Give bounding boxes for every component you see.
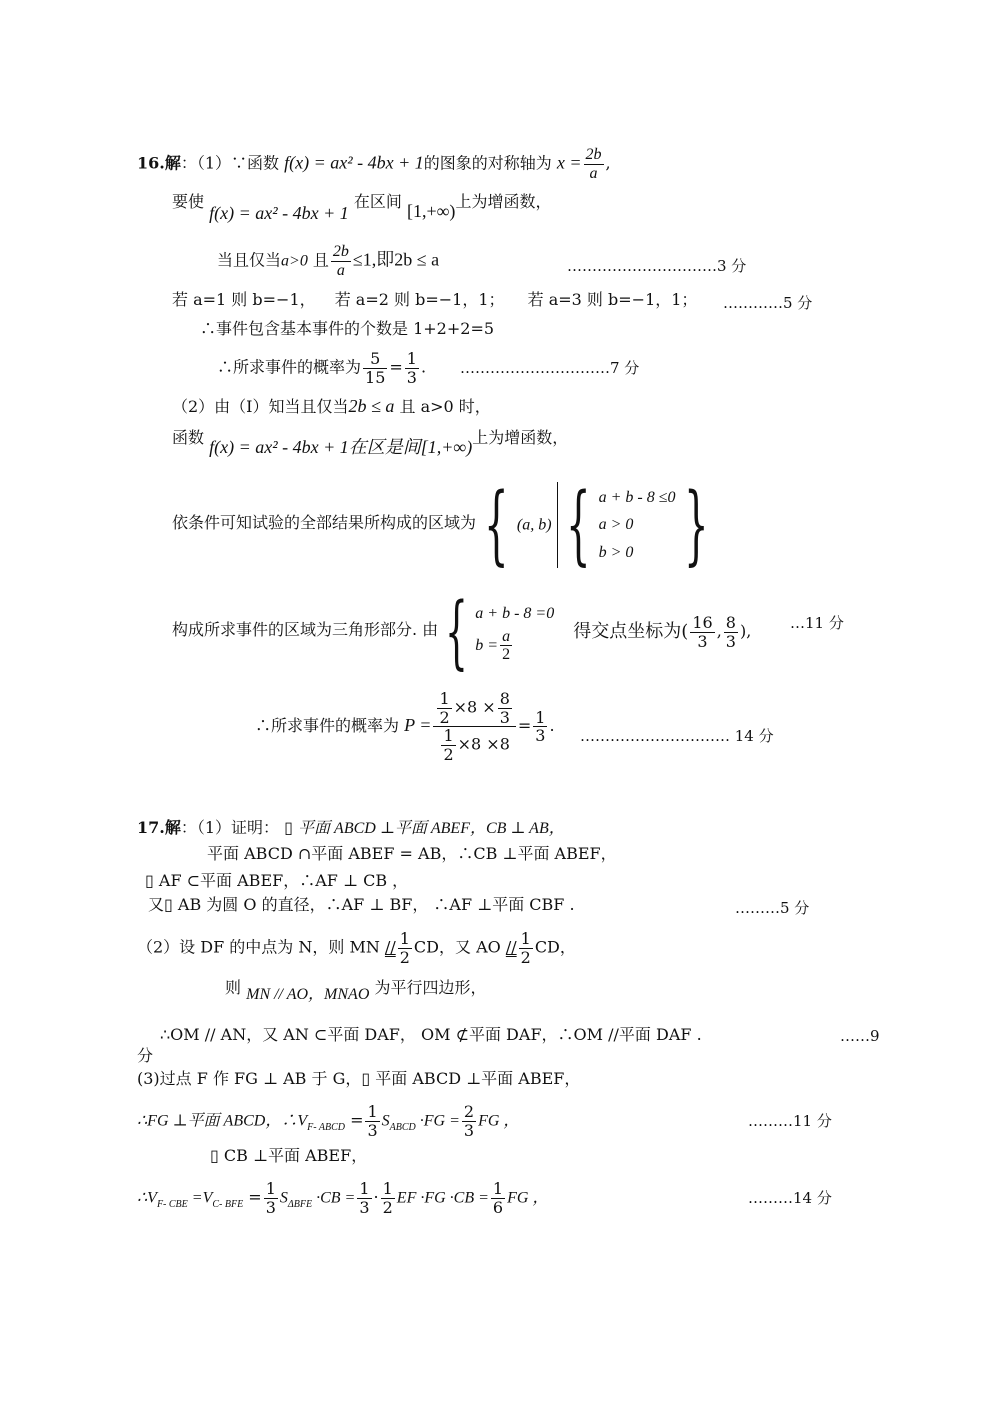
p16-line-1: 16.解：（1）∵函数 f(x) = ax² - 4bx + 1的图象的对称轴为 x = $\frac{2b}{a}$ , (137, 146, 611, 182)
score-5: …………5 分 (723, 294, 813, 312)
condition-system: a + b - 8 ≤0 a > 0 b > 0 (598, 489, 676, 561)
p16-line-5: ∴事件包含基本事件的个数是 1+2+2=5 (200, 319, 495, 338)
p16-line-2 (172, 192, 552, 223)
score-11: …11 分 (790, 614, 844, 632)
formula: f(x) = ax² - 4bx + 1在区是间[1,+∞) (209, 437, 473, 457)
right-brace: } (683, 475, 709, 575)
fraction: $\frac{5}{15}$ (365, 349, 386, 387)
text: 在区间 (353, 192, 402, 211)
score-9: ……9 (840, 1027, 880, 1045)
score-7: …………………………7 分 (460, 359, 640, 377)
formula: f(x) = ax² - 4bx + 1 (209, 203, 349, 223)
p17-line-5: （2）设 DF 的中点为 N，则 MN // $\frac{1}{2}$ CD，又 AO // $\frac{1}{2}$ CD， (137, 929, 576, 967)
text: 上为增函数， (455, 192, 552, 211)
p16-line-9: 依条件可知试验的全部结果所构成的区域为 { (a, b) { a + b - 8 ≤0 a > 0 b > 0 } (172, 475, 709, 575)
p16-line-8: 函数 f(x) = ax² - 4bx + 1在区是间[1,+∞)上为增函数， (172, 428, 569, 457)
p17-line-11: $\therefore V_{F- CBE} =V_{C- BFE}$ = $\frac{1}{3}$ $S_{\Delta BFE} \cdot CB$ = $\frac{1}{3}$ · $\frac{1}{2}$ EF ·FG ·CB = $\frac{1}{6}$ FG ， (137, 1179, 549, 1217)
formula: x = (556, 152, 582, 173)
p17-line-10: ▯ CB ⊥平面 ABEF， (210, 1146, 368, 1165)
solution-label: 解 (164, 153, 181, 173)
p17-line-4: 又▯ AB 为圆 O 的直径，∴AF ⊥ BF， ∴AF ⊥平面 CBF . (148, 895, 575, 914)
divider-bar (557, 482, 558, 568)
missing-glyph-icon: ▯ (284, 818, 293, 837)
text: 要使 (172, 192, 205, 211)
fraction: $\frac{2b}{a}$ (585, 146, 602, 182)
formula: f(x) = ax² - 4bx + 1 (284, 152, 424, 173)
p17-line-2: 平面 ABCD ∩平面 ABEF = AB，∴CB ⊥平面 ABEF， (207, 844, 617, 863)
solution-label: 解 (164, 818, 181, 837)
p17-line-3: ▯ AF ⊂平面 ABEF，∴AF ⊥ CB ， (145, 871, 409, 890)
score-14: ………………………… 14 分 (580, 727, 774, 745)
score-9-wrap: 分 (137, 1046, 154, 1065)
left-brace: { (484, 475, 509, 575)
p16-line-10: 构成所求事件的区域为三角形部分. 由 { a + b - 8 =0 b = $\frac{a}{2}$ 得交点坐标为( $\frac{16}{3}$ , $\frac{8}{3}$ ), (172, 585, 752, 678)
p16-line-3: 当且仅当a>0 且 $\frac{2b}{a}$ ≤1,即2b ≤ a (217, 243, 440, 279)
fraction: $\frac{1}{3}$ (406, 349, 417, 387)
text: 的图象的对称轴为 (423, 153, 552, 173)
p17-line-9: ∴FG ⊥平面 ABCD，$\therefore V_{F- ABCD}$ = $\frac{1}{3}$ $S_{ABCD} \cdot FG$ = $\frac{2}{3}$ FG ， (137, 1102, 520, 1140)
fraction: $\frac{8}{3}$ (725, 612, 736, 651)
equation-system: a + b - 8 =0 b = $\frac{a}{2}$ (475, 605, 555, 664)
score-5: ………5 分 (735, 899, 810, 917)
p17-line-8: (3)过点 F 作 FG ⊥ AB 于 G，▯ 平面 ABCD ⊥平面 ABEF， (137, 1069, 581, 1088)
p16-line-6: ∴所求事件的概率为 $\frac{5}{15}$ = $\frac{1}{3}$ . (217, 349, 427, 387)
problem-number: 16. (137, 153, 165, 173)
interval: [1,+∞) (406, 201, 456, 221)
fraction: $\frac{1}{3}$ (535, 707, 546, 746)
p16-line-4: 若 a=1 则 b=−1， 若 a=2 则 b=−1，1； 若 a=3 则 b=−1，1； (172, 290, 698, 309)
p16-line-11: ∴所求事件的概率为 P = $\frac{1}{2}$ ×8 × $\frac{8}{3}$ $\frac{1}{2}$ ×8 ×8 = $\frac{1}{3}$ . (255, 689, 555, 764)
score-14: ………14 分 (748, 1189, 832, 1207)
text: 当且仅当 (217, 250, 282, 270)
p17-line-1: 17.解：（1）证明： ▯ 平面 ABCD ⊥平面 ABEF，CB ⊥ AB， (137, 818, 565, 837)
score-11: ………11 分 (748, 1112, 832, 1130)
p16-line-7: （2）由（Ⅰ）知当且仅当2b ≤ a 且 a>0 时， (172, 396, 491, 416)
problem-number: 17. (137, 818, 165, 837)
p17-line-7: ∴OM // AN，又 AN ⊂平面 DAF， OM ⊄平面 DAF，∴OM //平面 DAF . (160, 1025, 702, 1044)
score-3: …………………………3 分 (567, 257, 747, 275)
compound-fraction: $\frac{1}{2}$ ×8 × $\frac{8}{3}$ $\frac{1}{2}$ ×8 ×8 (433, 690, 515, 763)
fraction: $\frac{16}{3}$ (692, 612, 713, 651)
parallel-equal-sign: // (384, 937, 396, 957)
p17-line-6: 则 MN // AO，MNAO 为平行四边形， (225, 978, 487, 1003)
text: ：（1）∵函数 (180, 153, 280, 173)
fraction: $\frac{2b}{a}$ (332, 243, 349, 279)
